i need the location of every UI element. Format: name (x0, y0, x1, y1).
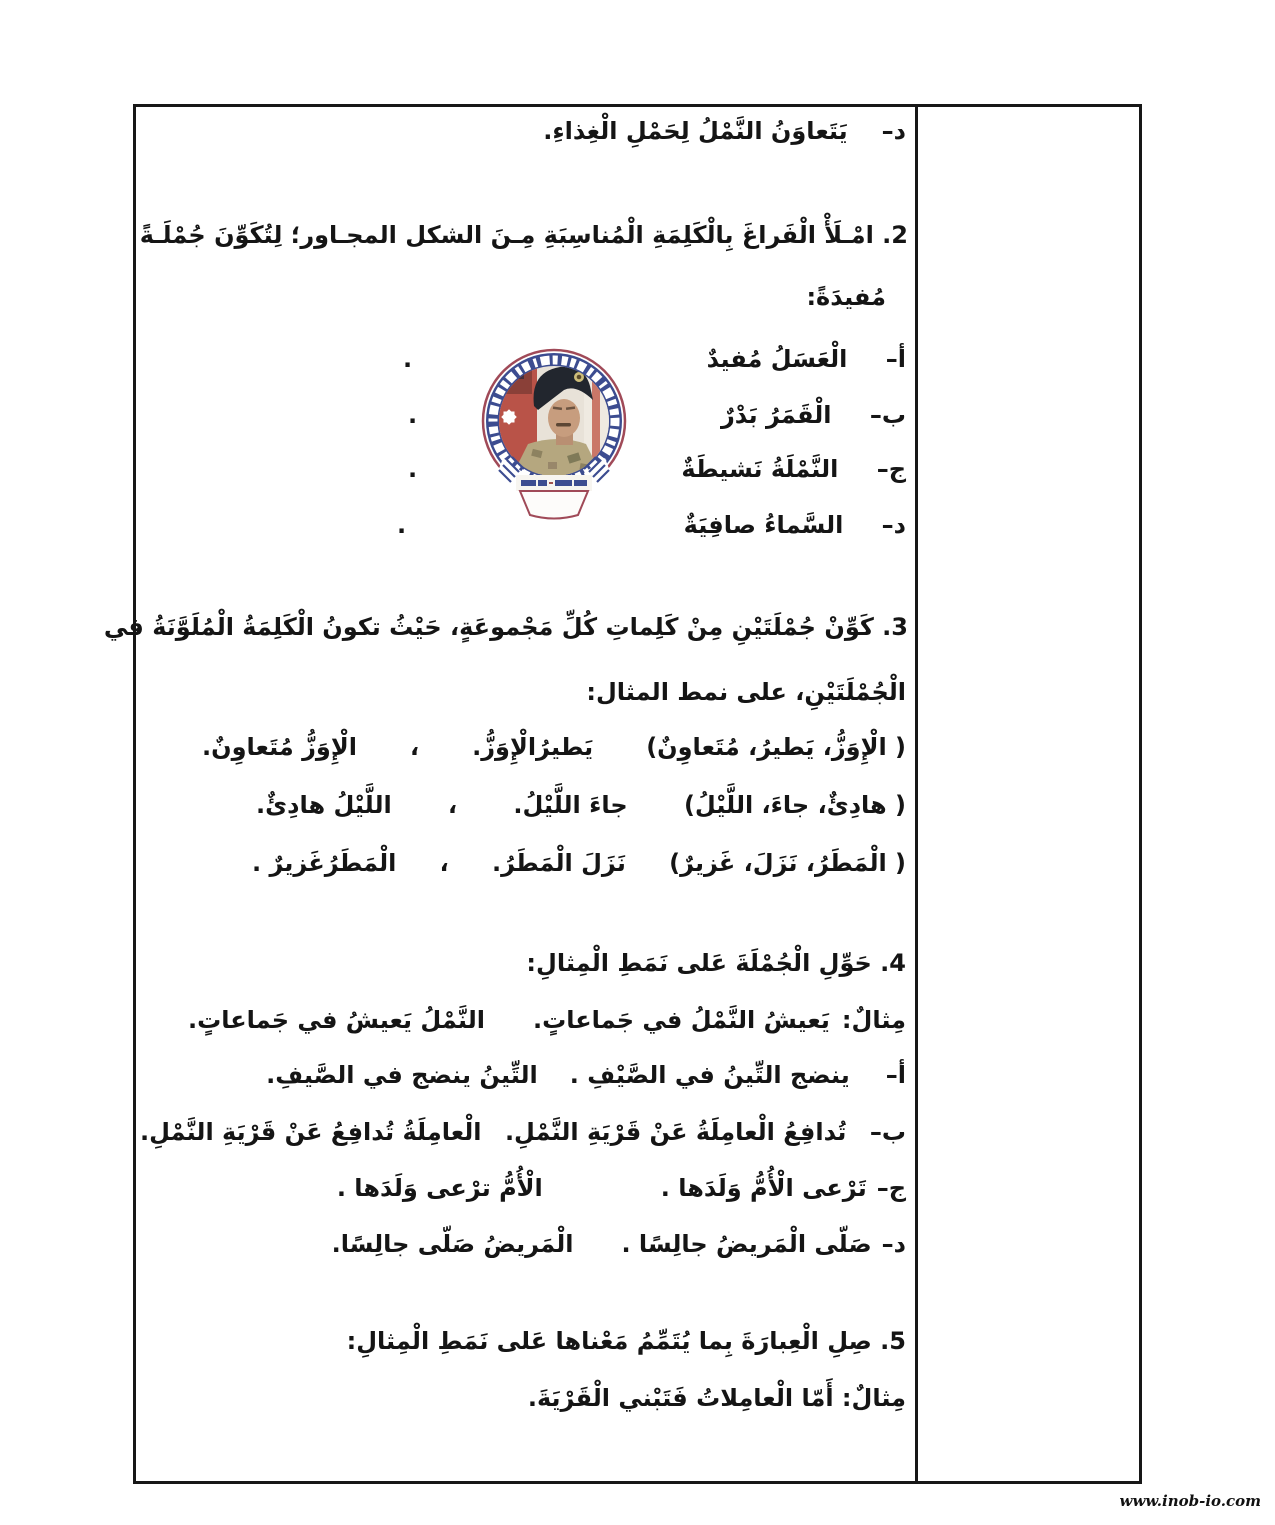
q4-item-c (337, 1165, 906, 1211)
item-text: يَتَعاوَنُ النَّمْلُ لِحَمْلِ الْغِذاءِ. (543, 117, 848, 145)
sentence-2: اللَّيْلُ هادِئٌ. (256, 791, 392, 819)
item-label: د– (881, 511, 906, 539)
comma: ، (447, 791, 458, 819)
sentence-1: جاءَ اللَّيْلُ. (513, 791, 628, 819)
sentence-2: الْمَطَرُغَزيرٌ . (252, 849, 397, 877)
item-text: الْقَمَرُ بَدْرٌ (720, 401, 832, 429)
word-group: ( الْإِوَزُّ، يَطيرُ، مُتَعاوِنٌ) (646, 733, 906, 761)
example-label: مِثالٌ: (841, 1006, 906, 1034)
q4-item-a (266, 1052, 906, 1098)
blank-end-dot: . (408, 455, 418, 483)
target-sentence: الْأُمُّ ترْعى وَلَدَها . (336, 1174, 543, 1202)
q3-heading-line2: الْجُمْلَتَيْنِ، على نمط المثال: (586, 678, 906, 706)
item-text: الْعَسَلُ مُفيدٌ (706, 345, 848, 373)
item-text: السَّماءُ صافِيَةٌ (683, 511, 844, 539)
q1-item-d (543, 108, 906, 154)
blank-end-dot: . (403, 345, 413, 373)
q2-heading-line1: 2. امْـلَأْ الْفَراغَ بِالْكَلِمَةِ الْمُناسِبَةِ مِـنَ الشكل المجـاور؛ لِتُكَوِّنَ جُمْلَـةً (139, 221, 908, 249)
q5-example: مِثالٌ: أَمّا الْعامِلاتُ فَتَبْني الْقَرْيَةَ. (527, 1384, 906, 1412)
source-sentence: صَلّى الْمَريضُ جالِسًا . (621, 1230, 872, 1258)
q2-heading-line2: مُفيدَةً: (806, 283, 886, 311)
q3-row-2 (140, 782, 906, 828)
item-label: ب– (869, 401, 906, 429)
item-label: د– (881, 117, 906, 145)
jordan-military-emblem (476, 344, 636, 529)
q5-heading: 5. صِلِ الْعِبارَةَ بِما يُتَمِّمُ مَعْناها عَلى نَمَطِ الْمِثالِ: (346, 1327, 906, 1355)
blank-end-dot: . (397, 511, 407, 539)
emblem-bottom-tab (520, 491, 588, 519)
source-sentence: تَرْعى الْأُمُّ وَلَدَها . (660, 1174, 867, 1202)
item-label: د– (881, 1230, 906, 1258)
item-label: ج– (876, 1174, 906, 1202)
word-group: ( هادِئٌ، جاءَ، اللَّيْلُ) (683, 791, 906, 819)
worksheet-content (103, 104, 912, 1484)
item-label: ب– (869, 1118, 906, 1146)
emblem-banner (516, 475, 592, 491)
word-group: ( الْمَطَرُ، نَزَلَ، غَزيرٌ) (669, 849, 906, 877)
q3-heading-line1: 3. كَوِّنْ جُمْلَتَيْنِ مِنْ كَلِماتِ كُلِّ مَجْموعَةٍ، حَيْثُ تكونُ الْكَلِمَةُ الْمُلَوَّنَةُ في (103, 613, 908, 641)
source-sentence: يَعيشُ النَّمْلُ في جَماعاتٍ. (532, 1006, 830, 1034)
q4-heading: 4. حَوِّلِ الْجُمْلَةَ عَلى نَمَطِ الْمِثالِ: (526, 949, 906, 977)
q4-example (188, 997, 906, 1043)
blank-end-dot: . (408, 401, 418, 429)
target-sentence: التِّينُ ينضج في الصَّيفِ. (266, 1061, 538, 1089)
q3-row-3 (140, 840, 906, 886)
item-text: النَّمْلَةُ نَشيطَةٌ (681, 455, 839, 483)
source-sentence: تُدافِعُ الْعامِلَةُ عَنْ قَرْيَةِ النَّمْلِ. (504, 1118, 847, 1146)
site-watermark: www.inob-io.com (1119, 1492, 1261, 1510)
item-label: أ– (885, 345, 906, 373)
marks-column-divider (915, 104, 918, 1484)
item-label: أ– (885, 1061, 906, 1089)
emblem-image (476, 344, 636, 529)
target-sentence: النَّمْلُ يَعيشُ في جَماعاتٍ. (188, 1006, 485, 1034)
target-sentence: الْمَريضُ صَلّى جالِسًا. (331, 1230, 574, 1258)
source-sentence: ينضج التِّينُ في الصَّيْفِ . (569, 1061, 850, 1089)
sentence-1: يَطيرُالْإِوَزُّ. (472, 733, 594, 761)
q4-item-d (332, 1221, 906, 1267)
q4-item-b (140, 1109, 906, 1155)
sentence-1: نَزَلَ الْمَطَرُ. (491, 849, 626, 877)
target-sentence: الْعامِلَةُ تُدافِعُ عَنْ قَرْيَةِ النَّمْلِ. (140, 1118, 482, 1146)
comma: ، (409, 733, 420, 761)
q3-row-1 (140, 724, 906, 770)
flag-star (501, 409, 517, 425)
item-label: ج– (876, 455, 906, 483)
comma: ، (439, 849, 449, 877)
sentence-2: الْإِوَزُّ مُتَعاوِنٌ. (202, 733, 357, 761)
